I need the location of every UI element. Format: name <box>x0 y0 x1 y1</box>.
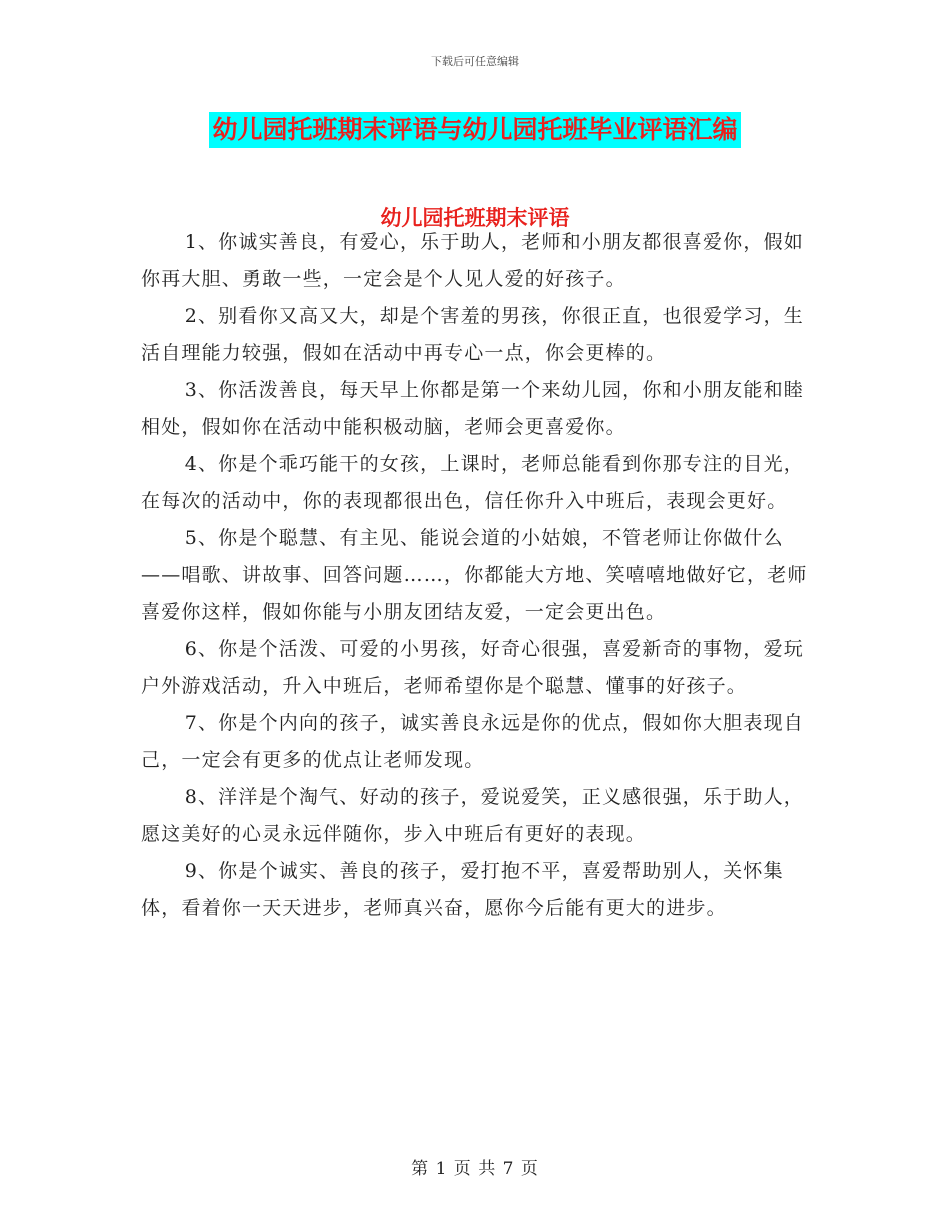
paragraph-8: 8、洋洋是个淘气、好动的孩子，爱说爱笑，正义感很强，乐于助人，愿这美好的心灵永远伴随你，步入中班后有更好的表现。 <box>141 786 804 845</box>
paragraph-7: 7、你是个内向的孩子，诚实善良永远是你的优点，假如你大胆表现自己，一定会有更多的优点让老师发现。 <box>141 712 804 771</box>
section-title: 幼儿园托班期末评语 <box>380 205 570 230</box>
paragraph-4: 4、你是个乖巧能干的女孩，上课时，老师总能看到你那专注的目光，在每次的活动中，你的表现都很出色，信任你升入中班后，表现会更好。 <box>141 453 804 512</box>
paragraph-6: 6、你是个活泼、可爱的小男孩，好奇心很强，喜爱新奇的事物，爱玩户外游戏活动，升入中班后，老师希望你是个聪慧、懂事的好孩子。 <box>141 638 804 697</box>
paragraph-5: 5、你是个聪慧、有主见、能说会道的小姑娘，不管老师让你做什么——唱歌、讲故事、回答问题……，你都能大方地、笑嘻嘻地做好它，老师喜爱你这样，假如你能与小朋友团结友爱，一定会更出色。 <box>141 527 808 623</box>
paragraph-2: 2、别看你又高又大，却是个害羞的男孩，你很正直，也很爱学习，生活自理能力较强，假如在活动中再专心一点，你会更棒的。 <box>141 305 804 364</box>
document-body <box>141 224 821 927</box>
document-title-container <box>0 112 950 148</box>
document-title: 幼儿园托班期末评语与幼儿园托班毕业评语汇编 <box>209 112 740 148</box>
paragraph-3: 3、你活泼善良，每天早上你都是第一个来幼儿园，你和小朋友能和睦相处，假如你在活动中能积极动脑，老师会更喜爱你。 <box>141 379 804 438</box>
page-header-note: 下载后可任意编辑 <box>431 55 519 68</box>
page-number-footer: 第 1 页 共 7 页 <box>411 1159 539 1179</box>
paragraph-9: 9、你是个诚实、善良的孩子，爱打抱不平，喜爱帮助别人，关怀集体，看着你一天天进步，老师真兴奋，愿你今后能有更大的进步。 <box>141 860 784 919</box>
paragraph-1: 1、你诚实善良，有爱心，乐于助人，老师和小朋友都很喜爱你，假如你再大胆、勇敢一些，一定会是个人见人爱的好孩子。 <box>141 231 804 290</box>
